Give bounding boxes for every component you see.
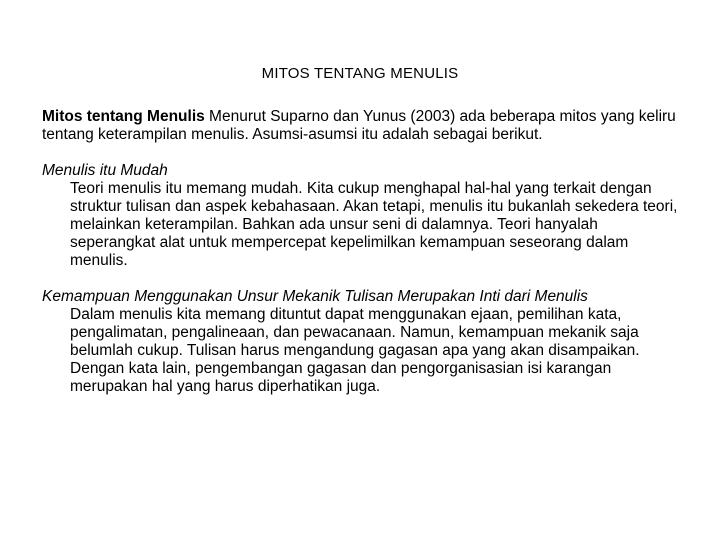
slide-title: MITOS TENTANG MENULIS xyxy=(261,65,459,82)
intro-text: Menurut Suparno dan Yunus (2003) ada beberapa mitos yang keliru tentang keterampilan menulis. Asumsi-asumsi itu adalah sebagai berikut. xyxy=(42,108,676,143)
slide-content xyxy=(42,108,682,396)
section-menulis-itu-mudah xyxy=(42,162,682,270)
section-body: Dalam menulis kita memang dituntut dapat menggunakan ejaan, pemilihan kata, pengalimatan, pengalineaan, dan pewacanaan. Namun, kemampuan mekanik saja belumlah cukup. Tulisan harus mengandung gagasan apa yang akan disampaikan. Dengan kata lain, pengembangan gagasan dan pengorganisasian isi karangan merupakan hal yang harus diperhatikan juga. xyxy=(70,306,640,395)
section-body: Teori menulis itu memang mudah. Kita cukup menghapal hal-hal yang terkait dengan struktur tulisan dan aspek kebahasaan. Akan tetapi, menulis itu bukanlah sekedera teori, melainkan keterampilan. Bahkan ada unsur seni di dalamnya. Teori hanyalah seperangkat alat untuk mempercepat kepelimilkan kemampuan seseorang dalam menulis. xyxy=(70,180,678,269)
section-unsur-mekanik xyxy=(42,288,682,396)
intro-lead: Mitos tentang Menulis xyxy=(42,108,205,125)
section-heading: Kemampuan Menggunakan Unsur Mekanik Tulisan Merupakan Inti dari Menulis xyxy=(42,288,588,305)
intro-paragraph xyxy=(42,108,682,144)
section-heading: Menulis itu Mudah xyxy=(42,162,168,179)
